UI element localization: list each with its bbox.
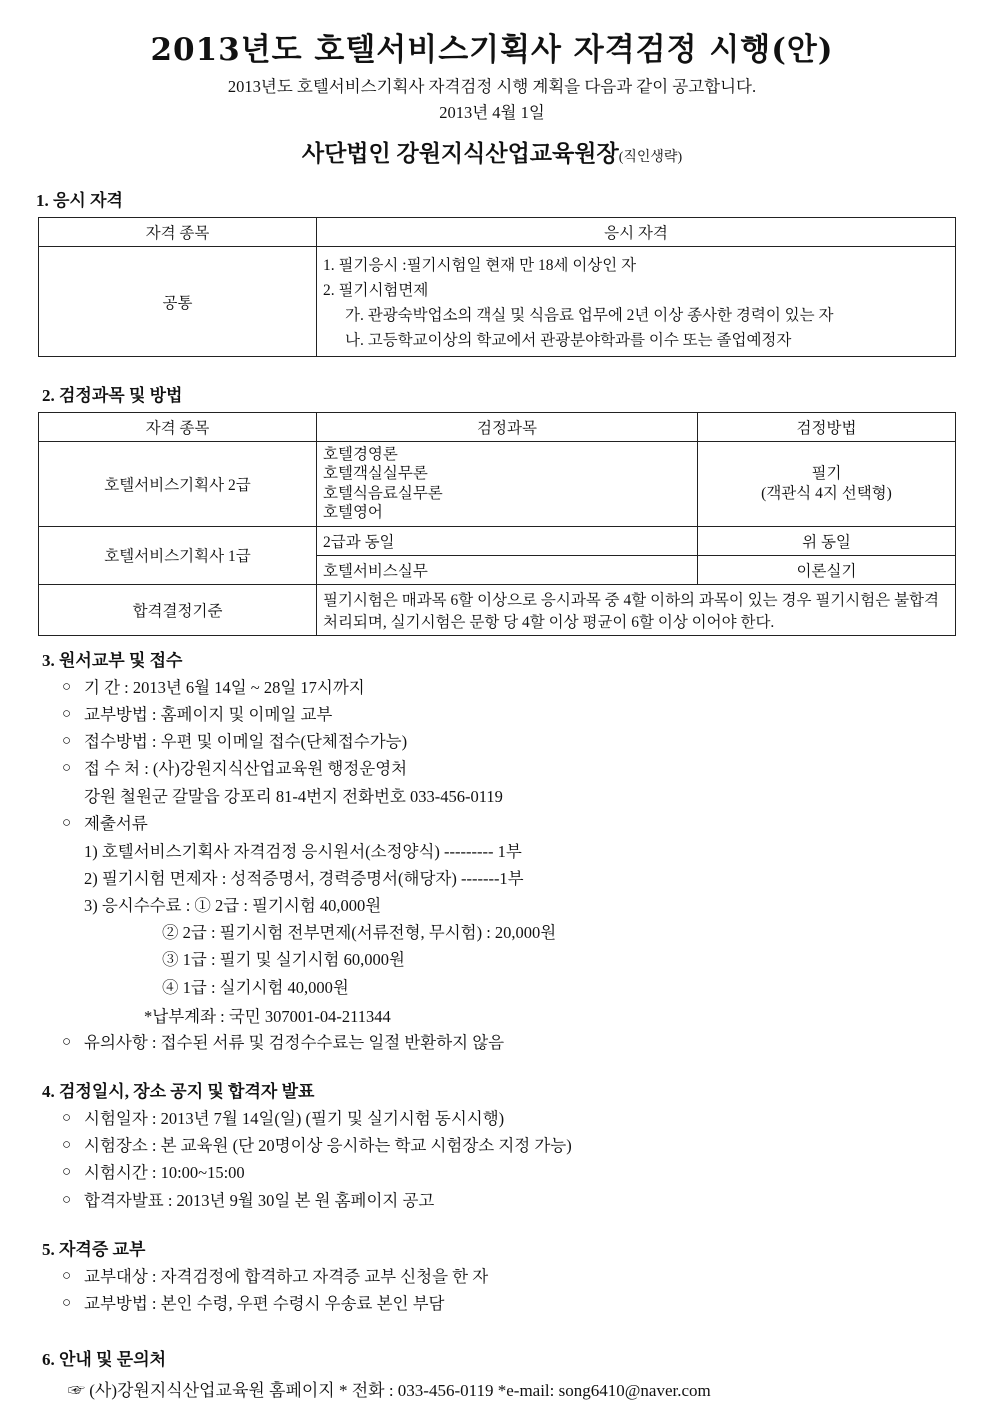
section-5-list — [62, 1266, 950, 1316]
column-header-qualification-type: 자격 종목 — [39, 413, 317, 442]
list-item — [62, 704, 950, 726]
submission-doc-item: 3) 응시수수료 : ① 2급 : 필기시험 40,000원 — [84, 896, 382, 916]
fee-item: ③ 1급 : 필기 및 실기시험 60,000원 — [162, 950, 405, 970]
fee-item: ④ 1급 : 실기시험 40,000원 — [162, 977, 349, 997]
contact-text: (사)강원지식산업교육원 홈페이지 * 전화 : 033-456-0119 *e-mail: song6410@naver.com — [89, 1380, 711, 1400]
list-item — [62, 1190, 950, 1212]
column-header-eligibility: 응시 자격 — [317, 218, 956, 247]
table-row — [39, 247, 956, 357]
issuer-name: 사단법인 강원지식산업교육원장 — [301, 141, 619, 166]
list-item — [62, 1162, 950, 1184]
table-row — [39, 413, 956, 442]
submission-doc-item: 1) 호텔서비스기획사 자격검정 응시원서(소정양식) --------- 1부 — [84, 842, 522, 862]
eligibility-item: 1. 필기응시 :필기시험일 현재 만 18세 이상인 자 — [323, 257, 637, 274]
subject-item: 호텔객실실무론 — [323, 465, 428, 483]
announcement-line: 2013년도 호텔서비스기획사 자격검정 시행 계획을 다음과 같이 공고합니다. — [227, 77, 757, 96]
circle-bullet-icon: ○ — [62, 1267, 72, 1284]
list-item-label: 유의사항 : 접수된 서류 및 검정수수료는 일절 반환하지 않음 — [84, 1032, 505, 1052]
circle-bullet-icon: ○ — [62, 760, 72, 777]
page-title: 2013년도 호텔서비스기획사 자격검정 시행(안) — [150, 32, 834, 68]
section-4-list — [62, 1108, 950, 1212]
circle-bullet-icon: ○ — [62, 1109, 72, 1126]
list-item — [62, 1108, 950, 1130]
list-item-label: 시험일자 : 2013년 7월 14일(일) (필기 및 실기시험 동시시행) — [84, 1108, 505, 1128]
list-item-label: 접 수 처 : (사)강원지식산업교육원 행정운영처 — [84, 759, 408, 779]
subjects-table — [38, 412, 956, 636]
section-3-heading: 3. 원서교부 및 접수 — [42, 650, 183, 670]
list-item-label: 기 간 : 2013년 6월 14일 ~ 28일 17시까지 — [84, 677, 365, 697]
list-item — [62, 1293, 950, 1315]
issuer — [34, 135, 950, 168]
office-address: 강원 철원군 갈말읍 강포리 81-4번지 전화번호 033-456-0119 — [84, 786, 503, 806]
method-line: 필기 — [811, 465, 842, 483]
cell-level1-subject-1: 2급과 동일 — [317, 526, 698, 555]
list-item — [62, 731, 950, 753]
list-item-label: 시험장소 : 본 교육원 (단 20명이상 응시하는 학교 시험장소 지정 가능) — [84, 1136, 572, 1156]
circle-bullet-icon: ○ — [62, 1137, 72, 1154]
issuer-note: (직인생략) — [618, 150, 683, 165]
table-row — [39, 526, 956, 555]
cell-eligibility-items — [317, 247, 956, 357]
list-item-label: 교부방법 : 홈페이지 및 이메일 교부 — [84, 704, 333, 724]
list-item — [62, 758, 950, 780]
column-header-method: 검정방법 — [698, 413, 956, 442]
cell-level2-method — [698, 442, 956, 527]
list-item-label: 합격자발표 : 2013년 9월 30일 본 원 홈페이지 공고 — [84, 1190, 435, 1210]
cell-criteria-text: 필기시험은 매과목 6할 이상으로 응시과목 중 4할 이하의 과목이 있는 경우 필기시험은 불합격 처리되며, 실기시험은 문항 당 4할 이상 평균이 6할 이상 이어야 한다. — [317, 584, 956, 635]
circle-bullet-icon: ○ — [62, 1033, 72, 1050]
column-header-qualification-type: 자격 종목 — [39, 218, 317, 247]
circle-bullet-icon: ○ — [62, 733, 72, 750]
list-item — [62, 677, 950, 699]
list-item — [62, 1135, 950, 1157]
list-item-label: 제출서류 — [84, 813, 148, 833]
section-1-heading: 1. 응시 자격 — [36, 191, 123, 210]
list-item — [62, 813, 950, 835]
list-item — [62, 1032, 950, 1054]
circle-bullet-icon: ○ — [62, 705, 72, 722]
pointing-hand-icon: ☞ — [68, 1380, 85, 1400]
list-item-label: 시험시간 : 10:00~15:00 — [84, 1163, 245, 1183]
list-item — [62, 1266, 950, 1288]
section-3-list — [62, 677, 950, 781]
method-line: (객관식 4지 선택형) — [761, 484, 892, 502]
notice-group — [62, 1032, 950, 1054]
submission-doc-item: 2) 필기시험 면제자 : 성적증명서, 경력증명서(해당자) -------1부 — [84, 869, 524, 889]
eligibility-item: 가. 관광숙박업소의 객실 및 식음료 업무에 2년 이상 종사한 경력이 있는 자 — [345, 307, 834, 324]
circle-bullet-icon: ○ — [62, 678, 72, 695]
cell-level2-subjects — [317, 442, 698, 527]
cell-common-label: 공통 — [39, 247, 317, 357]
cell-level2-label: 호텔서비스기획사 2급 — [39, 442, 317, 527]
submission-docs-group — [62, 813, 950, 835]
fee-item: ② 2급 : 필기시험 전부면제(서류전형, 무시험) : 20,000원 — [162, 923, 557, 943]
list-item-label: 접수방법 : 우편 및 이메일 접수(단체접수가능) — [84, 732, 408, 752]
cell-level1-label: 호텔서비스기획사 1급 — [39, 526, 317, 584]
circle-bullet-icon: ○ — [62, 1295, 72, 1312]
announcement-date: 2013년 4월 1일 — [439, 103, 545, 122]
circle-bullet-icon: ○ — [62, 1191, 72, 1208]
section-4-heading: 4. 검정일시, 장소 공지 및 합격자 발표 — [42, 1081, 315, 1101]
column-header-subjects: 검정과목 — [317, 413, 698, 442]
list-item-label: 교부대상 : 자격검정에 합격하고 자격증 교부 신청을 한 자 — [84, 1266, 489, 1286]
circle-bullet-icon: ○ — [62, 1164, 72, 1181]
eligibility-item: 나. 고등학교이상의 학교에서 관광분야학과를 이수 또는 졸업예정자 — [345, 332, 792, 349]
subject-item: 호텔경영론 — [323, 446, 398, 463]
eligibility-item: 2. 필기시험면제 — [323, 282, 429, 299]
section-5-heading: 5. 자격증 교부 — [42, 1239, 146, 1259]
section-6-heading: 6. 안내 및 문의처 — [42, 1349, 167, 1369]
cell-level1-method-1: 위 동일 — [698, 526, 956, 555]
table-row — [39, 218, 956, 247]
list-item-label: 교부방법 : 본인 수령, 우편 수령시 우송료 본인 부담 — [84, 1294, 445, 1314]
cell-criteria-label: 합격결정기준 — [39, 584, 317, 635]
cell-level1-method-2: 이론실기 — [698, 555, 956, 584]
subject-item: 호텔영어 — [323, 504, 383, 522]
cell-level1-subject-2: 호텔서비스실무 — [317, 555, 698, 584]
section-2-heading: 2. 검정과목 및 방법 — [42, 386, 183, 405]
subject-item: 호텔식음료실무론 — [323, 484, 443, 502]
eligibility-table — [38, 217, 956, 357]
payment-account: *납부계좌 : 국민 307001-04-211344 — [144, 1006, 391, 1026]
table-row — [39, 442, 956, 527]
table-row — [39, 584, 956, 635]
contact-info — [68, 1376, 950, 1401]
circle-bullet-icon: ○ — [62, 814, 72, 831]
